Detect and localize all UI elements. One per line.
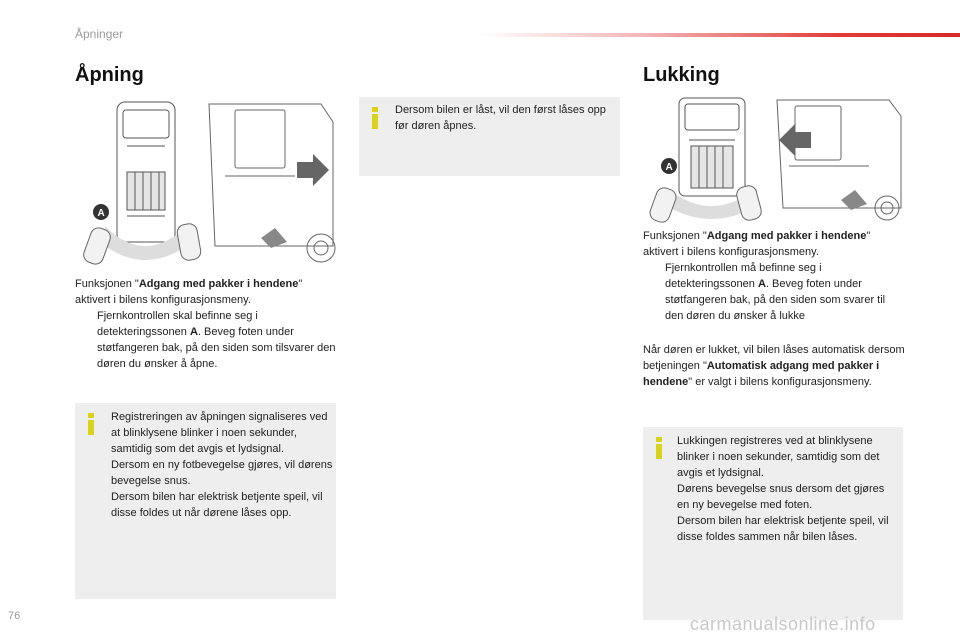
zone-label-a: A bbox=[665, 162, 673, 173]
closing-info-text: Lukkingen registreres ved at blinklysene blinker i noen sekunder, samtidig som det avgis et lydsignal. Dørens bevegelse snus dersom det gjøres en ny bevegelse med foten. Dersom bilen har elektrisk betjente speil, vil disse foldes sammen når bilen låses. bbox=[677, 435, 889, 543]
closing-illustration bbox=[643, 96, 905, 224]
opening-illustration bbox=[75, 96, 337, 268]
opening-intro-paragraph: Funksjonen "Adgang med pakker i hendene" aktivert i bilens konfigurasjonsmeny. bbox=[75, 278, 303, 306]
heading-opening: Åpning bbox=[75, 64, 144, 86]
section-title: Åpninger bbox=[75, 27, 124, 41]
closing-bullet: Fjernkontrollen må befinne seg i detekteringssonen A. Beveg foten under støtfangeren bak, på den siden som svarer til den døren du ønsker å lukke bbox=[665, 262, 886, 322]
zone-label-a: A bbox=[97, 208, 105, 219]
opening-info-text: Registreringen av åpningen signaliseres ved at blinklysene blinker i noen sekunder, samtidig som det avgis et lydsignal. Dersom en ny fotbevegelse gjøres, vil dørens bevegelse snus. Dersom bilen har elektrisk betjente speil, vil disse foldes ut når dørene låses opp. bbox=[111, 411, 333, 519]
watermark: carmanualsonline.info bbox=[690, 614, 876, 634]
info-icon bbox=[87, 413, 95, 435]
info-icon bbox=[371, 107, 379, 129]
heading-closing: Lukking bbox=[643, 64, 720, 86]
unlock-info-box bbox=[359, 97, 620, 176]
feature-name-bold: Adgang med pakker i hendene bbox=[138, 278, 299, 290]
header-accent-line bbox=[480, 33, 960, 37]
info-icon bbox=[655, 437, 663, 459]
closing-info-box bbox=[643, 427, 903, 620]
unlock-info-text: Dersom bilen er låst, vil den først låses opp før døren åpnes. bbox=[395, 104, 606, 132]
auto-feature-name-bold: Automatisk adgang med pakker i hendene bbox=[643, 360, 880, 388]
feature-name-bold: Adgang med pakker i hendene bbox=[706, 230, 867, 242]
zone-letter-bold: A bbox=[189, 326, 198, 338]
closing-intro-paragraph: Funksjonen "Adgang med pakker i hendene" aktivert i bilens konfigurasjonsmeny. bbox=[643, 230, 871, 258]
closing-auto-lock-paragraph: Når døren er lukket, vil bilen låses automatisk dersom betjeningen "Automatisk adgang med pakker i hendene" er valgt i bilens konfigurasjonsmeny. bbox=[643, 344, 905, 388]
page-number: 76 bbox=[8, 610, 21, 622]
opening-info-box bbox=[75, 403, 336, 599]
zone-letter-bold: A bbox=[757, 278, 766, 290]
opening-bullet: Fjernkontrollen skal befinne seg i detekteringssonen A. Beveg foten under støtfangeren bak, på den siden som tilsvarer den døren du ønsker å åpne. bbox=[97, 310, 336, 370]
